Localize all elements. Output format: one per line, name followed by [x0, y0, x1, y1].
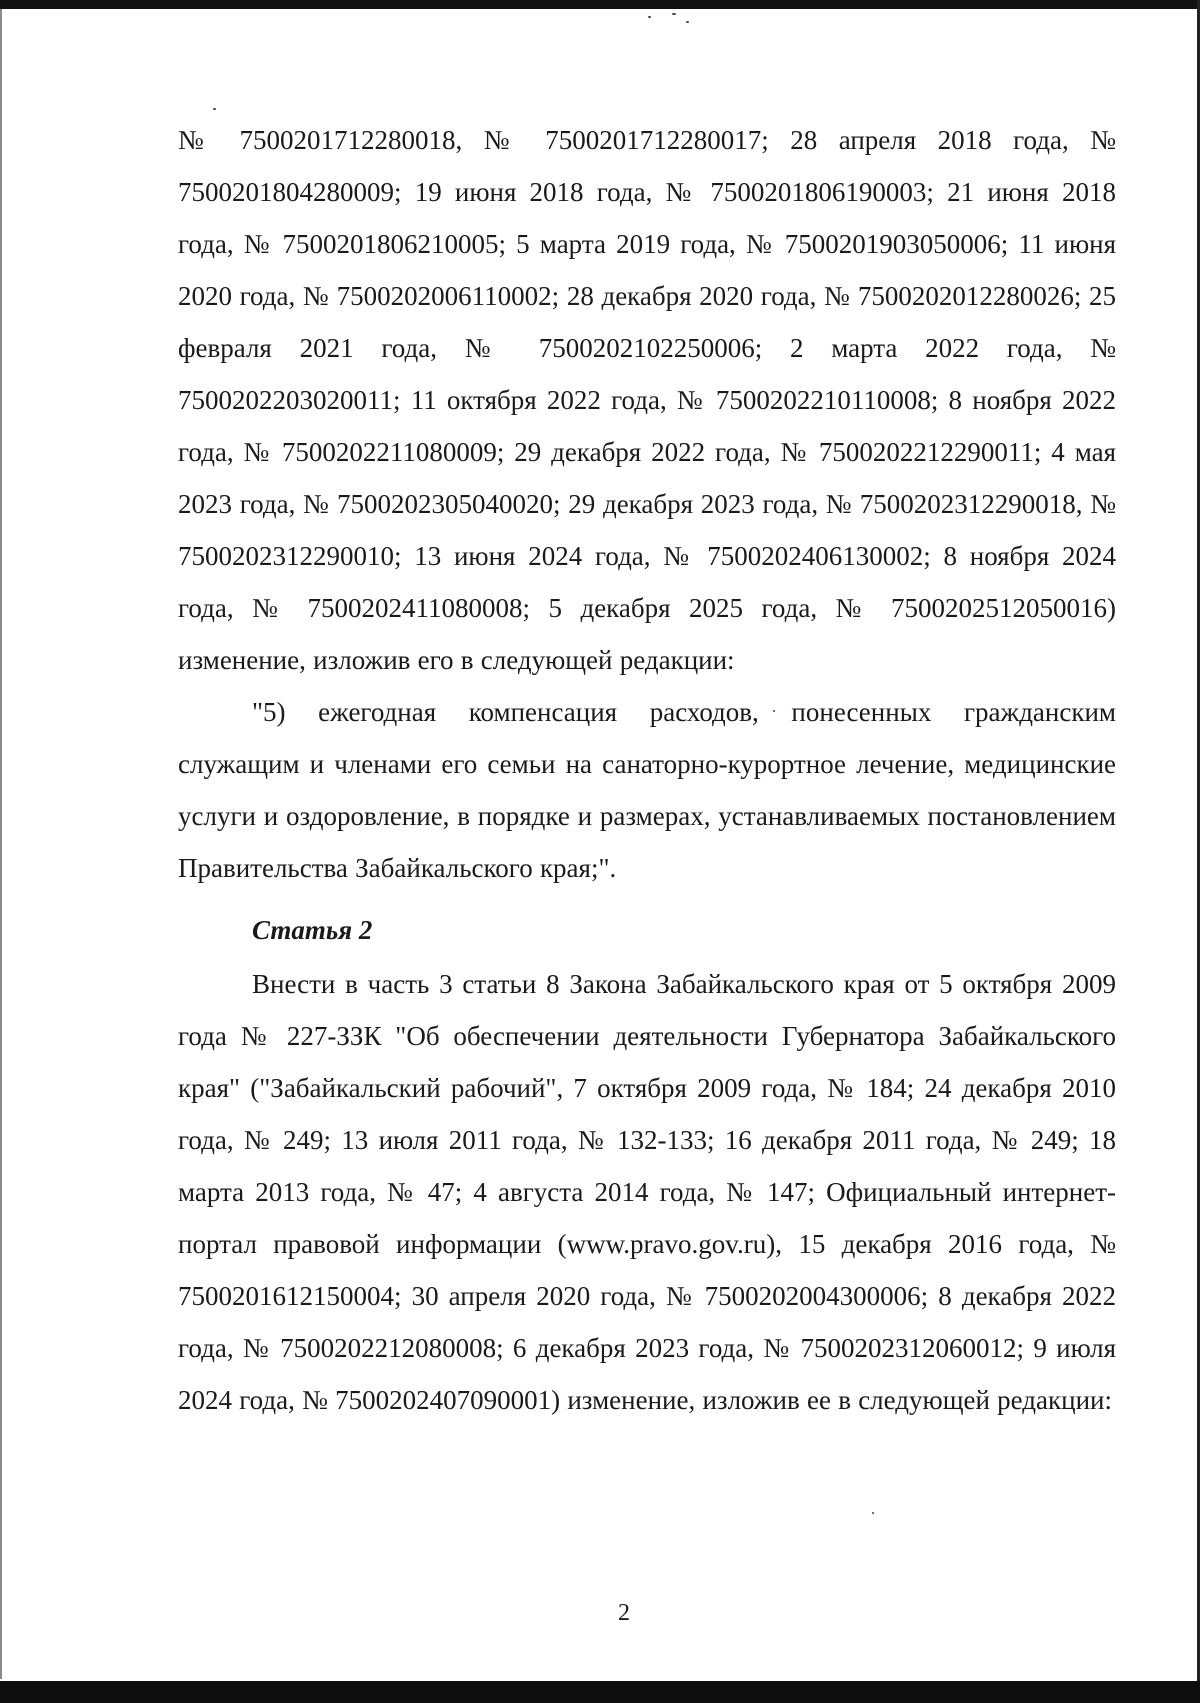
scan-speck: [872, 1512, 874, 1514]
scan-left-border: [0, 9, 2, 1679]
scan-top-border: [0, 0, 1200, 9]
scan-bottom-border: [0, 1681, 1200, 1703]
paragraph-amendment-citation: № 7500201712280018, № 7500201712280017; 28 апреля 2018 года, № 7500201804280009; 19 июня 2018 года, № 7500201806190003; 21 июня 2018 года, № 7500201806210005; 5 марта 2019 года, № 7500201903050006; 11 июня 2020 года, № 7500202006110002; 28 декабря 2020 года, № 7500202012280026; 25 февраля 2021 года, № 7500202102250006; 2 марта 2022 года, № 7500202203020011; 11 октября 2022 года, № 7500202210110008; 8 ноября 2022 года, № 7500202211080009; 29 декабря 2022 года, № 7500202212290011; 4 мая 2023 года, № 7500202305040020; 29 декабря 2023 года, № 7500202312290018, № 7500202312290010; 13 июня 2024 года, № 7500202406130002; 8 ноября 2024 года, № 7500202411080008; 5 декабря 2025 года, № 7500202512050016) изменение, изложив его в следующей редакции:: [178, 125, 1116, 675]
article-heading: Статья 2: [252, 915, 373, 945]
paragraph-new-wording: "5) ежегодная компенсация расходов, понесенных гражданским служащим и членами его семьи на санаторно-курортное лечение, медицинские услуги и оздоровление, в порядке и размерах, устанавливаемых постановлением Правительства Забайкальского края;".: [178, 697, 1116, 883]
scan-speck: [648, 16, 651, 18]
document-body: [178, 114, 1116, 1426]
scan-speck: [686, 21, 689, 23]
page-number: 2: [618, 1600, 630, 1626]
scan-speck: [672, 13, 676, 15]
scan-speck: [213, 108, 216, 110]
paragraph-article-2: Внести в часть 3 статьи 8 Закона Забайкальского края от 5 октября 2009 года № 227-ЗЗК "Об обеспечении деятельности Губернатора Забайкальского края" ("Забайкальский рабочий", 7 октября 2009 года, № 184; 24 декабря 2010 года, № 249; 13 июля 2011 года, № 132-133; 16 декабря 2011 года, № 249; 18 марта 2013 года, № 47; 4 августа 2014 года, № 147; Официальный интернет-портал правовой информации (www.pravo.gov.ru), 15 декабря 2016 года, № 7500201612150004; 30 апреля 2020 года, № 7500202004300006; 8 декабря 2022 года, № 7500202212080008; 6 декабря 2023 года, № 7500202312060012; 9 июля 2024 года, № 7500202407090001) изменение, изложив ее в следующей редакции:: [178, 969, 1116, 1415]
